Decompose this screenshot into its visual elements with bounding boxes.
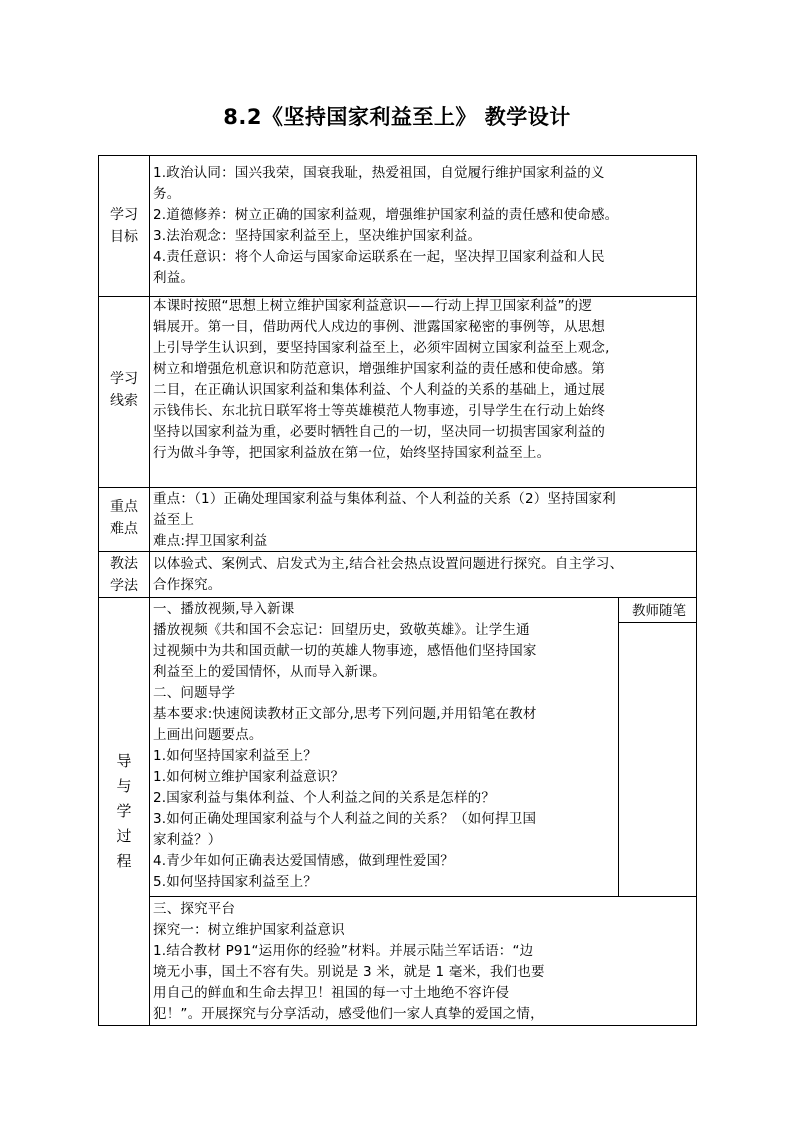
key-line: 益至上 [153,512,195,528]
goal-line: 利益。 [153,270,195,286]
process-line: 境无小事，国土不容有失。别说是 3 米，就是 1 毫米，我们也要 [153,964,545,980]
process-line: 利益至上的爱国情怀，从而导入新课。 [153,664,386,680]
process-line: 4.青少年如何正确表达爱国情感，做到理性爱国？ [153,853,454,869]
process-line: 三、探究平台 [153,901,236,917]
teacher-note-header: 教师随笔 [632,603,686,619]
process-line: 用自己的鲜血和生命去捍卫！祖国的每一寸土地绝不容许侵 [153,985,510,1001]
clue-line: 辑展开。第一目，借助两代人戍边的事例、泄露国家秘密的事例等，从思想 [153,319,606,335]
clue-line: 二目，在正确认识国家利益和集体利益、个人利益的关系的基础上，通过展 [153,382,606,398]
method-line: 以体验式、案例式、启发式为主,结合社会热点设置问题进行探究。自主学习、 [153,556,624,572]
method-line: 合作探究。 [153,577,222,593]
label-column-divider [149,156,150,1025]
clue-label: 学习 线索 [110,371,138,409]
process-line: 家利益？） [153,832,222,848]
process-part2 [153,899,615,1025]
goal-line: 务。 [153,186,181,202]
process-line: 探究一：树立维护国家利益意识 [153,922,345,938]
row-divider [99,487,696,488]
goal-line: 2.道德修养：树立正确的国家利益观，增强维护国家利益的责任感和使命感。 [153,207,619,223]
method-content [153,554,695,596]
goal-line: 3.法治观念：坚持国家利益至上，坚决维护国家利益。 [153,228,482,244]
method-label: 教法 学法 [110,556,138,594]
process-line: 一、播放视频,导入新课 [153,601,295,617]
process-line: 2.国家利益与集体利益、个人利益之间的关系是怎样的？ [153,790,496,806]
key-label: 重点 难点 [110,499,138,537]
process-part1 [153,599,615,893]
goals-content [153,163,695,289]
key-content [153,489,695,552]
process-line: 二、问题导学 [153,685,236,701]
process-label: 导 与 学 过 程 [116,752,132,870]
lesson-table [98,155,697,1026]
section-divider [149,896,696,897]
goals-label: 学习 目标 [110,207,138,245]
clue-line: 上引导学生认识到，要坚持国家利益至上，必须牢固树立国家利益至上观念, [153,340,610,356]
process-line: 过视频中为共和国贡献一切的英雄人物事迹，感悟他们坚持国家 [153,643,537,659]
goal-line: 1.政治认同：国兴我荣，国衰我耻，热爱祖国，自觉履行维护国家利益的义 [153,165,605,181]
process-line: 犯！”。开展探究与分享活动，感受他们一家人真挚的爱国之情， [153,1006,544,1022]
process-line: 播放视频《共和国不会忘记：回望历史，致敬英雄》。让学生通 [153,622,530,638]
clue-content [153,296,695,464]
process-line: 1.如何树立维护国家利益意识？ [153,769,345,785]
process-line: 基本要求:快速阅读教材正文部分,思考下列问题,并用铅笔在教材 [153,706,537,722]
process-line: 1.如何坚持国家利益至上？ [153,748,317,764]
row-divider [99,597,696,598]
process-line: 1.结合教材 P91“运用你的经验”材料。并展示陆兰军话语：“边 [153,943,534,959]
key-line: 重点：（1）正确处理国家利益与集体利益、个人利益的关系（2）坚持国家利 [153,491,616,507]
clue-line: 本课时按照“思想上树立维护国家利益意识——行动上捍卫国家利益”的逻 [153,298,593,314]
process-line: 上画出问题要点。 [153,727,263,743]
process-line: 5.如何坚持国家利益至上？ [153,874,317,890]
clue-line: 树立和增强危机意识和防范意识，增强维护国家利益的责任感和使命感。第 [153,361,606,377]
key-line: 难点:捍卫国家利益 [153,533,268,549]
page-title: 8.2《坚持国家利益至上》 教学设计 [223,105,571,129]
clue-line: 坚持以国家利益为重，必要时牺牲自己的一切，坚决同一切损害国家利益的 [153,424,606,440]
clue-line: 示钱伟长、东北抗日联军将士等英雄模范人物事迹，引导学生在行动上始终 [153,403,606,419]
teacher-note-divider [618,597,619,896]
process-line: 3.如何正确处理国家利益与个人利益之间的关系？（如何捍卫国 [153,811,537,827]
clue-line: 行为做斗争等，把国家利益放在第一位，始终坚持国家利益至上。 [153,445,551,461]
goal-line: 4.责任意识：将个人命运与国家命运联系在一起，坚决捍卫国家利益和人民 [153,249,605,265]
